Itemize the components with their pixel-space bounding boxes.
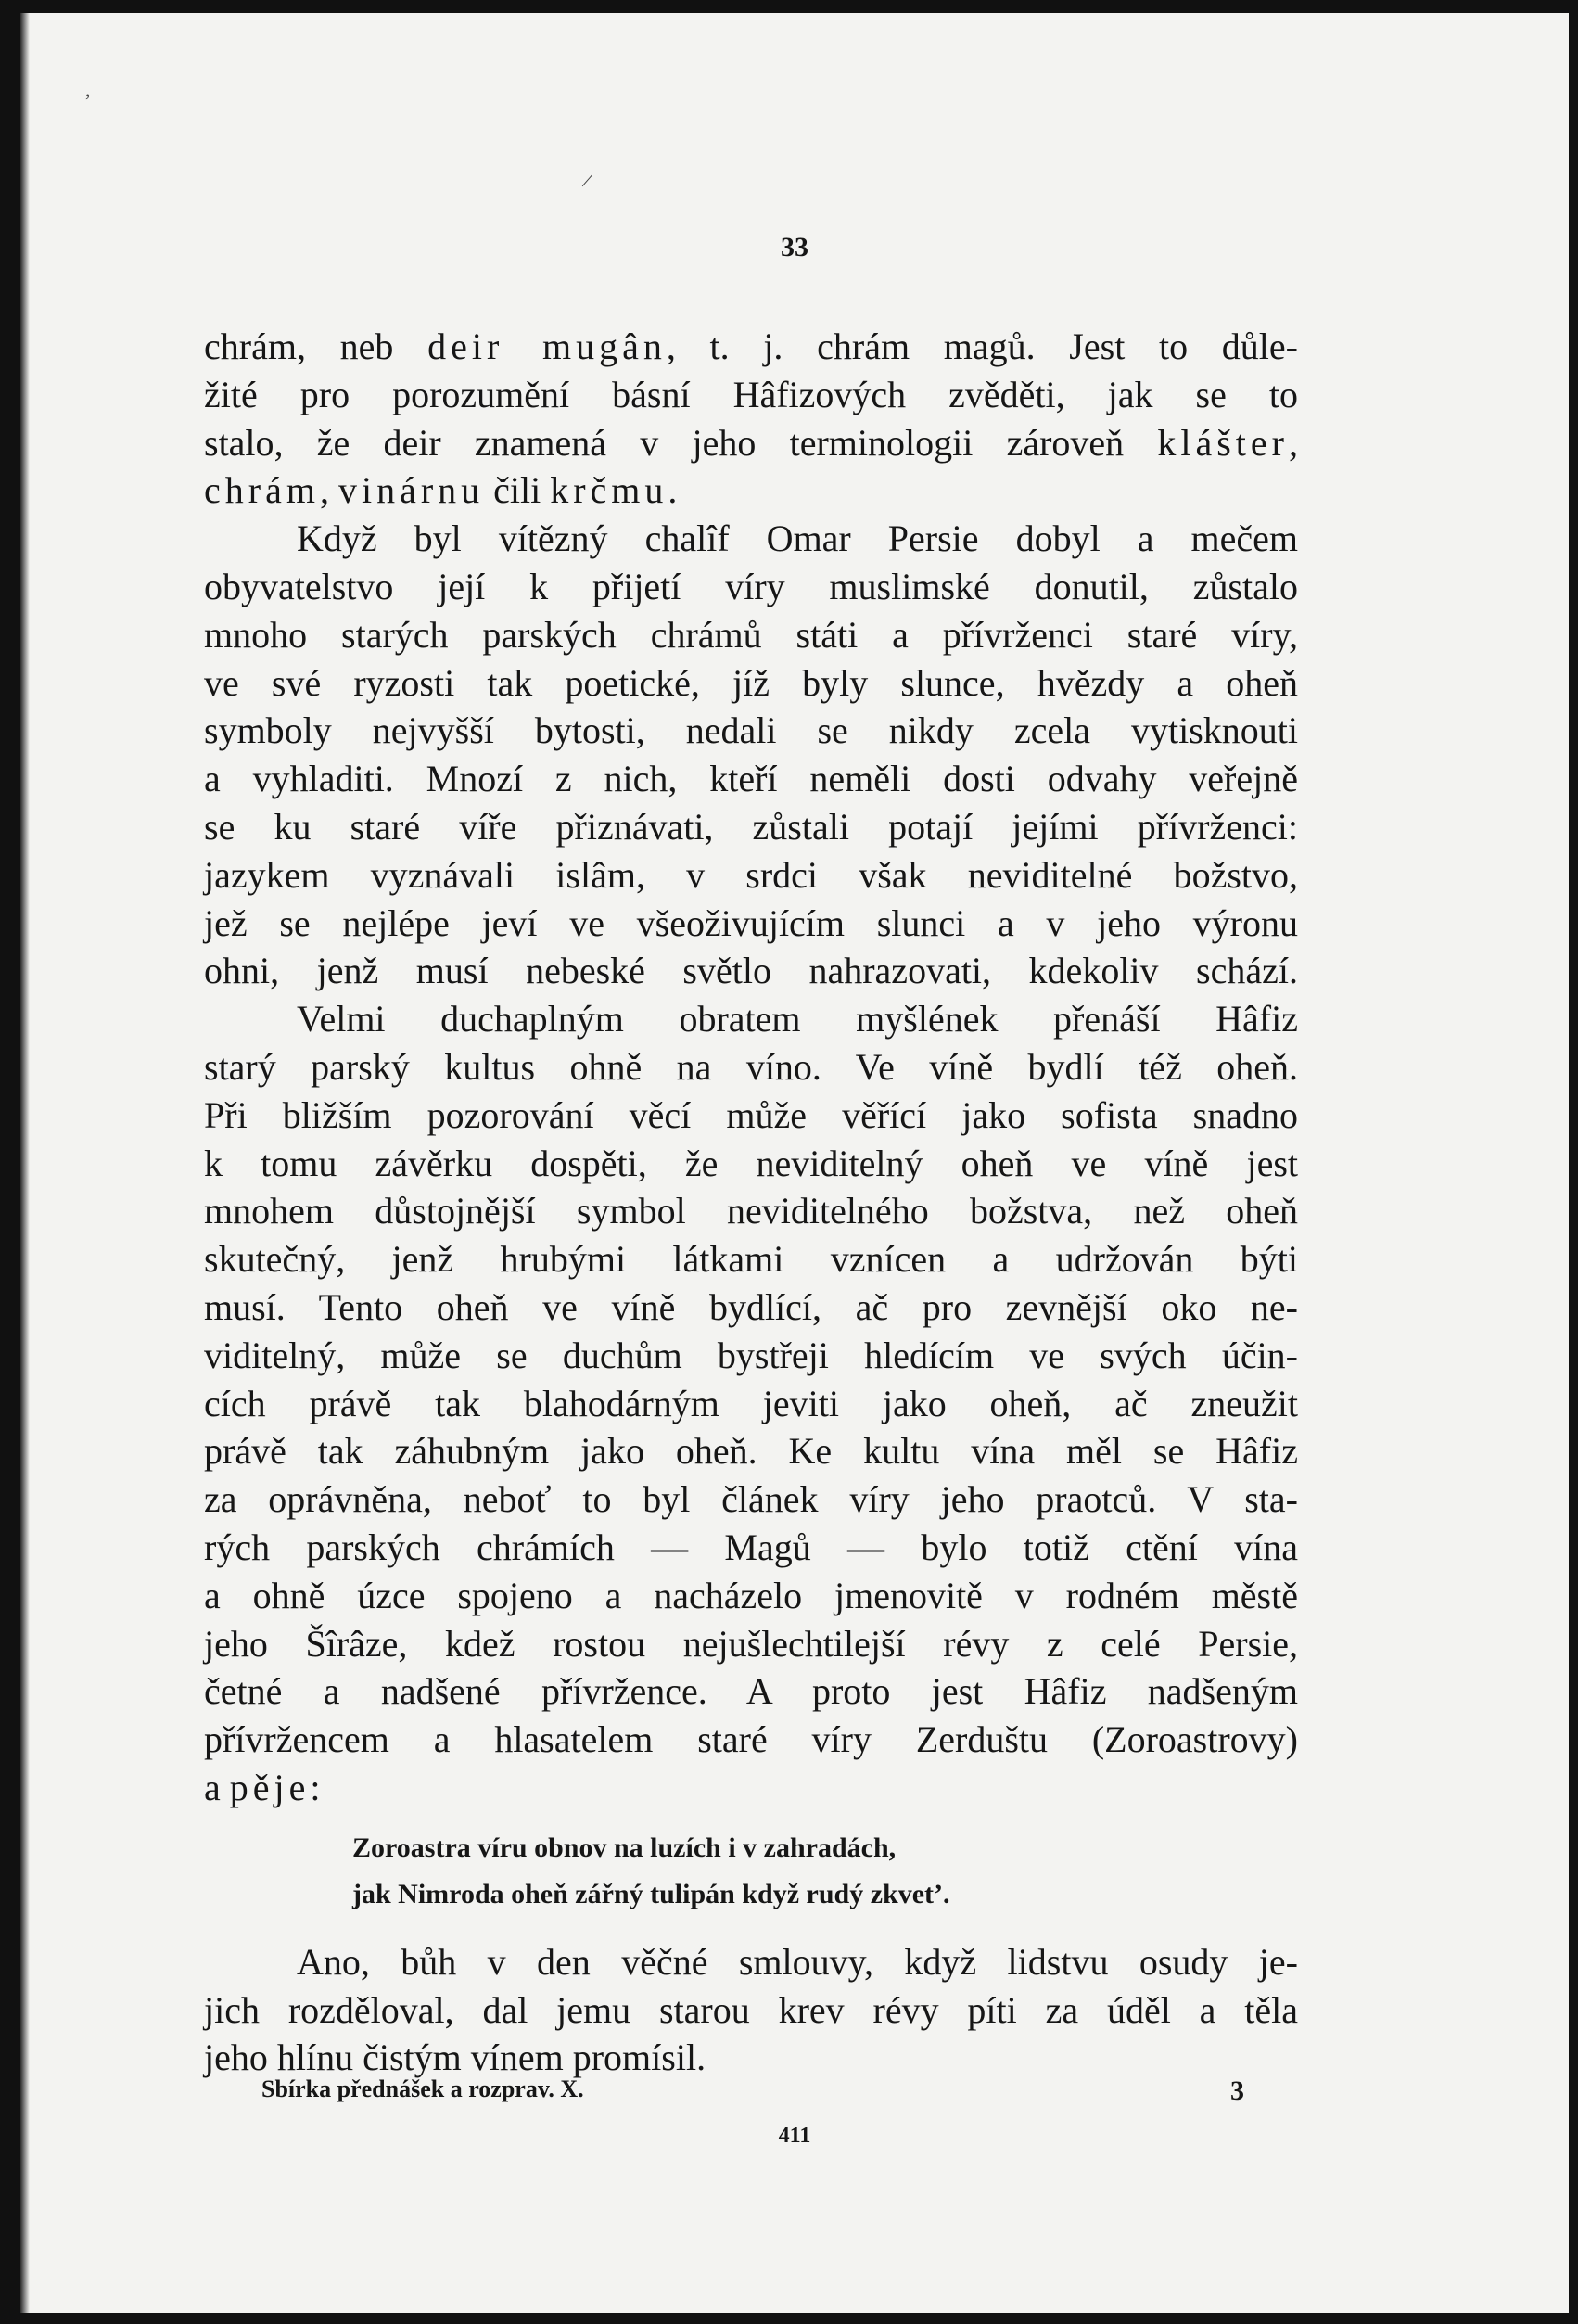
speck-mark: ,	[85, 78, 91, 101]
text-segment: cích právě tak blahodárným jeviti jako oheň, ač zneužit	[204, 1382, 1298, 1424]
text-line	[204, 1092, 1298, 1140]
text-line	[204, 1524, 1298, 1572]
text-segment: stalo, že deir znamená v jeho terminologii zároveň	[204, 421, 1158, 464]
text-line	[204, 1187, 1298, 1235]
text-segment: ve své ryzosti tak poetické, jíž byly slunce, hvězdy a oheň	[204, 661, 1298, 704]
text-segment: přívržencem a hlasatelem staré víry Zerduštu (Zoroastrovy)	[204, 1718, 1298, 1761]
text-segment: ohni, jenž musí nebeské světlo nahrazovati, kdekoliv schází.	[204, 950, 1298, 992]
text-line	[204, 611, 1298, 659]
main-text	[204, 323, 1298, 2082]
spaced-emphasis: klášter	[1157, 421, 1289, 464]
text-line	[204, 371, 1298, 419]
text-segment: za oprávněna, neboť to byl článek víry jeho praotců. V sta-	[204, 1478, 1298, 1521]
text-line	[204, 947, 1298, 995]
text-line	[204, 1716, 1298, 1764]
text-segment: musí. Tento oheň ve víně bydlící, ač pro zevnější oko ne-	[204, 1285, 1298, 1328]
spaced-emphasis: pěje	[229, 1766, 311, 1808]
paragraph-lines	[204, 323, 1298, 1812]
text-segment: a	[204, 1766, 221, 1808]
text-segment: mnoho starých parských chrámů státi a přívrženci staré víry,	[204, 613, 1298, 656]
text-segment: se ku staré víře přiznávati, zůstali potají jejími přívrženci:	[204, 805, 1298, 848]
text-segment: žité pro porozumění básní Hâfizových zvěděti, jak se to	[204, 373, 1298, 415]
speck-mark: \	[576, 172, 599, 189]
text-segment: chrám, neb	[204, 326, 428, 367]
text-segment: jich rozděloval, dal jemu starou krev révy píti za úděl a těla	[204, 1988, 1298, 2031]
text-segment: :	[310, 1766, 321, 1808]
text-line	[204, 563, 1298, 611]
text-line	[204, 323, 1298, 371]
text-line	[204, 419, 1298, 467]
text-segment: rých parských chrámích — Magů — bylo totiž ctění vína	[204, 1526, 1298, 1568]
text-segment: jeho Šîrâze, kdež rostou nejušlechtilejší révy z celé Persie,	[204, 1622, 1298, 1665]
page-edge-shadow	[20, 13, 30, 2313]
text-segment: symboly nejvyšší bytosti, nedali se nikdy zcela vytisknouti	[204, 709, 1298, 752]
verse-line: jak Nimroda oheň zářný tulipán když rudý zkvet’.	[352, 1878, 950, 1909]
text-segment: a vyhladiti. Mnozí z nich, kteří neměli dosti odvahy veřejně	[204, 758, 1298, 800]
spaced-emphasis: vinárnu	[337, 469, 485, 512]
text-line	[204, 1043, 1298, 1092]
verse-line: Zoroastra víru obnov na luzích i v zahradách,	[352, 1832, 897, 1863]
text-segment: jazykem vyznávali islâm, v srdci však neviditelné božstvo,	[204, 853, 1298, 896]
text-line	[204, 1235, 1298, 1283]
text-segment: Ano, bůh v den věčné smlouvy, když lidstvu osudy je-	[297, 1940, 1298, 1983]
text-segment: Při bližším pozorování věcí může věřící jako sofista snadno	[204, 1093, 1298, 1136]
text-segment: , t. j. chrám magů. Jest to důle-	[666, 326, 1298, 367]
text-segment: ,	[319, 469, 338, 512]
closing-paragraph	[204, 1938, 1298, 2082]
text-segment: obyvatelstvo její k přijetí víry muslimské donutil, zůstalo	[204, 565, 1298, 607]
text-line	[204, 995, 1298, 1043]
text-segment: viditelný, může se duchům bystřeji hledícím ve svých účin-	[204, 1334, 1298, 1376]
text-segment: Když byl vítězný chalîf Omar Persie dobyl a mečem	[297, 517, 1298, 560]
text-line	[204, 1667, 1298, 1716]
text-line	[204, 900, 1298, 948]
text-segment: čili	[484, 469, 551, 512]
text-line	[204, 1764, 1298, 1812]
text-segment: k tomu závěrku dospěti, že neviditelný oheň ve víně jest	[204, 1142, 1298, 1184]
text-line	[204, 659, 1298, 708]
text-line	[204, 707, 1298, 755]
text-segment: právě tak záhubným jako oheň. Ke kultu vína měl se Hâfiz	[204, 1430, 1298, 1473]
text-line	[204, 1332, 1298, 1380]
verse-block	[204, 1825, 1298, 1918]
bottom-page-number: 411	[778, 2124, 811, 2148]
text-segment: jež se nejlépe jeví ve všeoživujícím slunci a v jeho výronu	[204, 901, 1298, 944]
text-line	[204, 803, 1298, 851]
footer	[261, 2075, 1244, 2106]
text-segment: starý parský kultus ohně na víno. Ve víně bydlí též oheň.	[204, 1045, 1298, 1088]
text-segment: jeho hlínu čistým vínem promísil.	[204, 2037, 706, 2079]
text-segment: četné a nadšené přívržence. A proto jest Hâfiz nadšeným	[204, 1670, 1298, 1713]
text-segment: skutečný, jenž hrubými látkami vznícen a udržován býti	[204, 1238, 1298, 1281]
page-number: 33	[781, 232, 808, 262]
spaced-emphasis: chrám	[204, 469, 320, 512]
text-line	[204, 1938, 1298, 1986]
text-segment: .	[668, 469, 678, 512]
book-page	[20, 13, 1569, 2313]
text-line	[204, 755, 1298, 803]
text-line	[204, 1380, 1298, 1428]
text-line	[204, 1620, 1298, 1668]
text-line	[204, 466, 1298, 515]
text-line	[204, 1475, 1298, 1524]
text-line	[204, 1572, 1298, 1620]
text-line	[204, 515, 1298, 563]
text-segment: ,	[1289, 421, 1298, 464]
text-line	[204, 1427, 1298, 1475]
footer-source: Sbírka přednášek a rozprav. X.	[261, 2075, 584, 2102]
text-segment: mnohem důstojnější symbol neviditelného božstva, než oheň	[204, 1190, 1298, 1232]
text-line	[204, 1986, 1298, 2035]
text-line	[204, 1283, 1298, 1332]
spaced-emphasis: deir mugân	[427, 326, 667, 367]
text-segment: a ohně úzce spojeno a nacházelo jmenovitě v rodném městě	[204, 1574, 1298, 1616]
signature-mark: 3	[1230, 2075, 1244, 2106]
text-line	[204, 851, 1298, 900]
text-segment: Velmi duchaplným obratem myšlének přenáší Hâfiz	[297, 998, 1298, 1041]
spaced-emphasis: krčmu	[550, 469, 668, 512]
text-line	[204, 1140, 1298, 1188]
text-segment	[221, 1767, 230, 1808]
